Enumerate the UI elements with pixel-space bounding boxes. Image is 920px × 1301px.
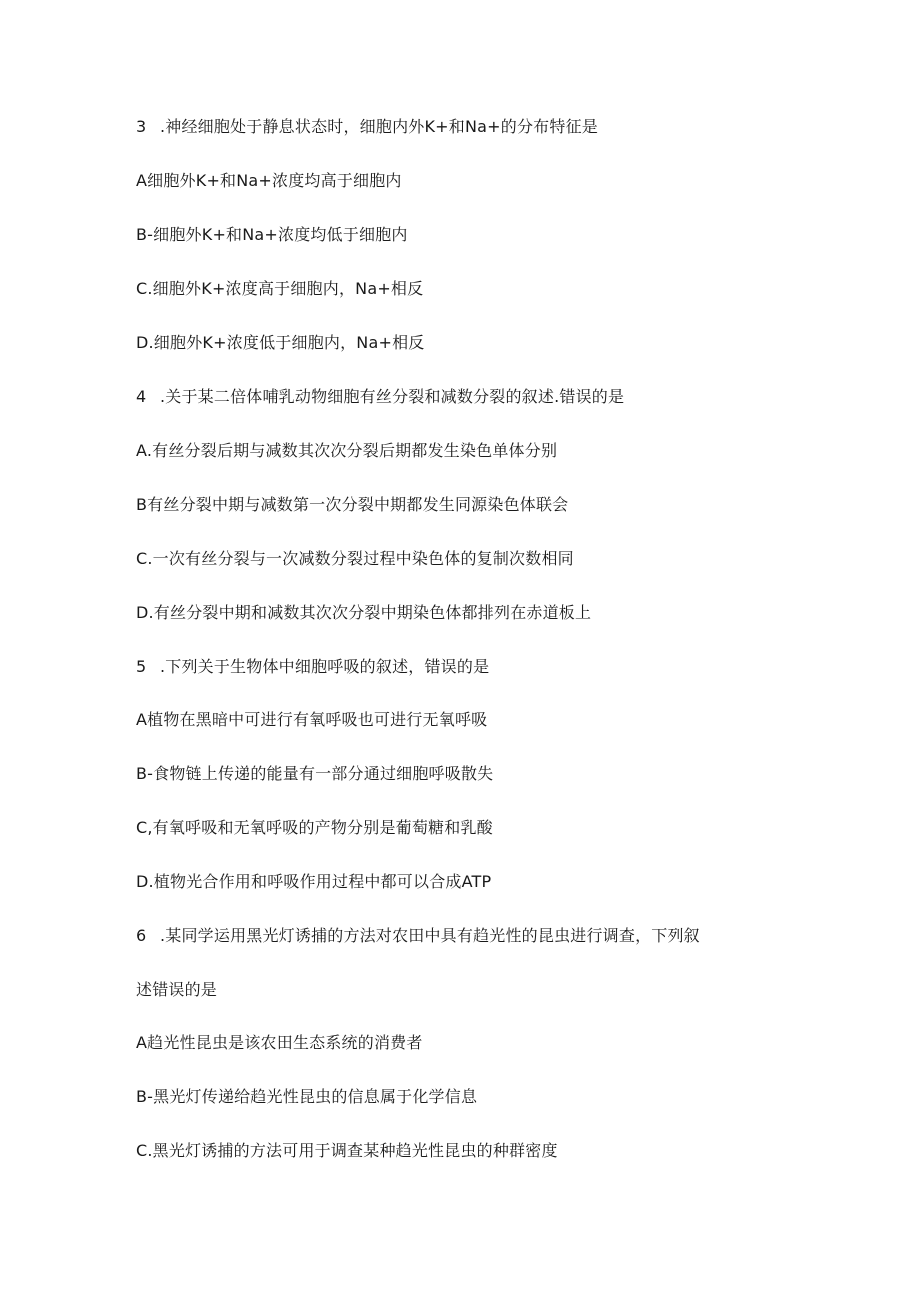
question-number: 6 xyxy=(136,926,147,945)
question-6-stem xyxy=(136,925,700,947)
question-5-option-b: B-食物链上传递的能量有一部分通过细胞呼吸散失 xyxy=(136,764,494,783)
question-6-stem-continued: 述错误的是 xyxy=(136,980,218,999)
question-text: .关于某二倍体哺乳动物细胞有丝分裂和减数分裂的叙述.错误的是 xyxy=(160,387,625,406)
question-6-option-b: B-黑光灯传递给趋光性昆虫的信息属于化学信息 xyxy=(136,1087,478,1106)
question-5-option-a: A植物在黑暗中可进行有氧呼吸也可进行无氧呼吸 xyxy=(136,710,488,729)
question-5-option-c: C,有氧呼吸和无氧呼吸的产物分别是葡萄糖和乳酸 xyxy=(136,818,493,837)
question-3-stem xyxy=(136,116,598,138)
question-3-option-a: A细胞外K+和Na+浓度均高于细胞内 xyxy=(136,171,402,190)
question-4-option-d: D.有丝分裂中期和减数其次次分裂中期染色体都排列在赤道板上 xyxy=(136,603,592,622)
question-4-option-a: A.有丝分裂后期与减数其次次分裂后期都发生染色单体分别 xyxy=(136,441,558,460)
question-number: 5 xyxy=(136,657,147,676)
question-number: 3 xyxy=(136,117,147,136)
question-number: 4 xyxy=(136,387,147,406)
question-6-option-a: A趋光性昆虫是该农田生态系统的消费者 xyxy=(136,1033,423,1052)
question-4-option-b: B有丝分裂中期与减数第一次分裂中期都发生同源染色体联会 xyxy=(136,495,569,514)
question-4-option-c: C.一次有丝分裂与一次减数分裂过程中染色体的复制次数相同 xyxy=(136,549,574,568)
question-5-option-d: D.植物光合作用和呼吸作用过程中都可以合成ATP xyxy=(136,872,492,891)
question-6-option-c: C.黑光灯诱捕的方法可用于调查某种趋光性昆虫的种群密度 xyxy=(136,1141,558,1160)
question-4-stem xyxy=(136,386,624,408)
question-5-stem xyxy=(136,656,489,678)
question-text: .下列关于生物体中细胞呼吸的叙述，错误的是 xyxy=(160,657,490,676)
question-text: .某同学运用黑光灯诱捕的方法对农田中具有趋光性的昆虫进行调查，下列叙 xyxy=(160,926,700,945)
question-3-option-b: B-细胞外K+和Na+浓度均低于细胞内 xyxy=(136,225,408,244)
question-3-option-d: D.细胞外K+浓度低于细胞内，Na+相反 xyxy=(136,333,425,352)
question-3-option-c: C.细胞外K+浓度高于细胞内，Na+相反 xyxy=(136,279,424,298)
question-text: .神经细胞处于静息状态时，细胞内外K+和Na+的分布特征是 xyxy=(160,117,598,136)
